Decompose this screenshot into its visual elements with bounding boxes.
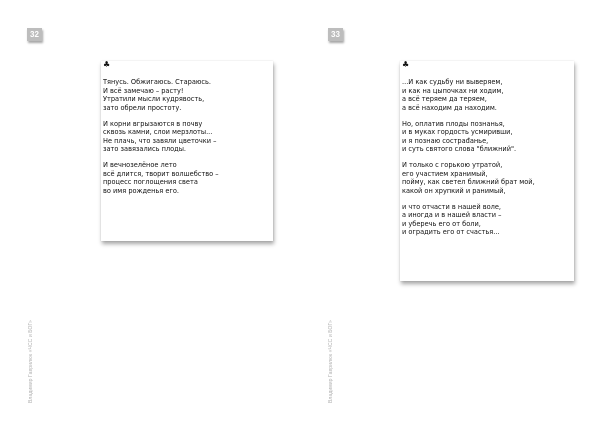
poem-line: и оградить его от счастья...: [402, 228, 500, 236]
club-ornament-icon: ♣: [402, 60, 410, 69]
poem-line: его участием хранимый,: [402, 169, 488, 178]
poem-line: зато завязались плоды.: [103, 145, 186, 153]
poem-text-right: [402, 78, 570, 244]
poem-line: во имя рожденья его.: [103, 186, 180, 195]
poem-line: и в муках гордость усмиривши,: [402, 128, 513, 136]
poem-text-left: [103, 78, 269, 203]
poem-line: ...И как судьбу ни выверяем,: [402, 78, 503, 86]
poem-line: Утратили мысли кудрявость,: [103, 95, 205, 103]
stanza: [402, 203, 570, 237]
stanza: [103, 161, 269, 195]
club-ornament-icon: ♣: [103, 60, 111, 69]
poem-line: И вечнозелёное лето: [103, 161, 177, 169]
poem-line: И всё замечаю – расту!: [103, 86, 184, 95]
poem-line: сквозь камни, слои мерзлоты...: [103, 128, 213, 136]
poem-line: Тянусь. Обжигаюсь. Стараюсь.: [103, 78, 212, 86]
right-page: [300, 0, 600, 425]
poem-line: Но, оплатив плоды познанья,: [402, 119, 505, 128]
poem-line: Не плачь, что завяли цветочки –: [103, 136, 217, 145]
poem-card-left: [101, 61, 273, 241]
side-caption-right: Владимир Гаврилюк «ЧСС и БОГ»: [328, 320, 334, 403]
poem-card-right: [400, 61, 574, 281]
poem-line: а всё теряем да теряем,: [402, 95, 487, 103]
poem-line: зато обрели простоту.: [103, 103, 182, 112]
side-caption-left: Владимир Гаврилюк «ЧСС и БОГ»: [28, 320, 34, 403]
stanza: [402, 78, 570, 112]
page-number-right: 33: [328, 28, 343, 41]
poem-line: и уберечь его от боли,: [402, 219, 481, 228]
poem-line: а иногда и в нашей власти –: [402, 211, 502, 219]
poem-line: и я познаю сострađанье,: [402, 136, 489, 145]
stanza: [103, 120, 269, 154]
stanza: [402, 120, 570, 154]
poem-line: и что отчасти в нашей воле,: [402, 202, 501, 211]
poem-line: пойму, как светел ближний брат мой,: [402, 178, 535, 186]
page-number-left: 32: [27, 28, 42, 41]
stanza: [402, 161, 570, 195]
poem-line: И корни вгрызаются в почву: [103, 119, 203, 128]
poem-line: какой он хрупкий и ранимый,: [402, 186, 506, 195]
poem-line: процесс поглощения света: [103, 178, 198, 186]
poem-line: и как на цыпочках ни ходим,: [402, 86, 504, 95]
poem-line: всё длится, творит волшебство –: [103, 169, 219, 178]
poem-line: и суть святого слова "ближний".: [402, 145, 517, 153]
poem-line: а всё находим да находим.: [402, 103, 497, 112]
stanza: [103, 78, 269, 112]
poem-line: И только с горькою утратой,: [402, 161, 503, 169]
